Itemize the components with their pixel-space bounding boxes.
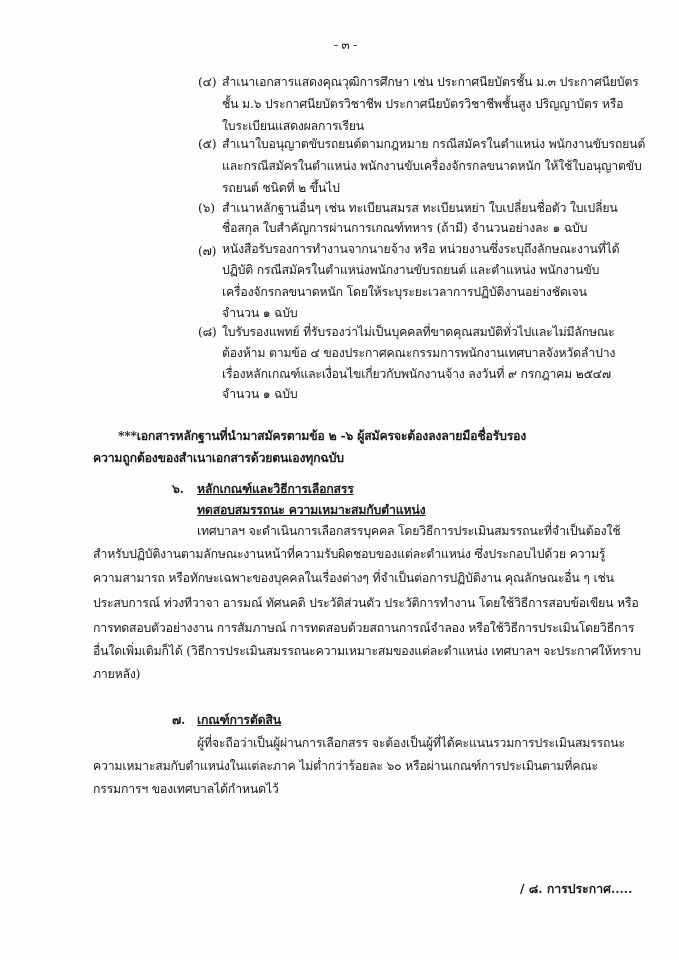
- item-6-number: (๖): [198, 201, 215, 215]
- item-6-line-1: สำเนาหลักฐานอื่นๆ เช่น ทะเบียนสมรส ทะเบียนหย่า ใบเปลี่ยนชื่อตัว ใบเปลี่ยน: [222, 201, 618, 215]
- section-7-line-2: ความเหมาะสมกับตำแหน่งในแต่ละภาค ไม่ต่ำกว่าร้อยละ ๖๐ หรือผ่านเกณฑ์การประเมินตามที่คณะ: [93, 759, 598, 773]
- item-7-line-1: หนังสือรับรองการทำงานจากนายจ้าง หรือ หน่วยงานซึ่งระบุถึงลักษณะงานที่ได้: [222, 242, 620, 256]
- item-8-line-1: ใบรับรองแพทย์ ที่รับรองว่าไม่เป็นบุคคลที่ขาดคุณสมบัติทั่วไปและไม่มีลักษณะ: [222, 325, 615, 339]
- page-continuation: / ๘. การประกาศ.....: [520, 881, 633, 896]
- item-4-line-1: สำเนาเอกสารแสดงคุณวุฒิการศึกษา เช่น ประกาศนียบัตรชั้น ม.๓ ประกาศนียบัตร: [222, 75, 639, 89]
- item-8-line-3: เรื่องหลักเกณฑ์และเงื่อนไขเกี่ยวกับพนักงานจ้าง ลงวันที่ ๙ กรกฎาคม ๒๕๔๗: [222, 367, 611, 381]
- section-6-line-4: ประสบการณ์ ท่วงทีวาจา อารมณ์ ทัศนคติ ประวัติส่วนตัว ประวัติการทำงาน โดยใช้วิธีการสอบข้อเขียน หรือ: [93, 596, 639, 610]
- page-number: - ๓ -: [334, 38, 357, 52]
- section-6-line-3: ความสามารถ หรือทักษะเฉพาะของบุคคลในเรื่องต่างๆ ที่จำเป็นต่อการปฏิบัติงาน คุณลักษณะอื่น ๆ เช่น: [93, 571, 614, 585]
- section-6-line-6: อื่นใดเพิ่มเติมก็ได้ (วิธีการประเมินสมรรถนะความเหมาะสมของแต่ละตำแหน่ง เทศบาลฯ จะประกาศให้ทราบ: [93, 644, 641, 658]
- section-6-line-2: สำหรับปฏิบัติงานตามลักษณะงานหน้าที่ความรับผิดชอบของแต่ละตำแหน่ง ซึ่งประกอบไปด้วย ความรู้: [93, 547, 606, 561]
- item-5-line-1: สำเนาใบอนุญาตขับรถยนต์ตามกฎหมาย กรณีสมัครในตำแหน่ง พนักงานขับรถยนต์: [222, 137, 646, 151]
- item-8-number: (๘): [198, 325, 217, 339]
- section-6-line-7: ภายหลัง): [93, 667, 141, 681]
- item-5-number: (๕): [198, 137, 217, 151]
- section-6-line-1: เทศบาลฯ จะดำเนินการเลือกสรรบุคคล โดยวิธีการประเมินสมรรถนะที่จำเป็นต้องใช้: [197, 524, 621, 538]
- item-8-line-2: ต้องห้าม ตามข้อ ๔ ของประกาศคณะกรรมการพนักงานเทศบาลจังหวัดลำปาง: [222, 346, 616, 360]
- section-6-title: หลักเกณฑ์และวิธีการเลือกสรร: [197, 481, 354, 496]
- note-line-2: ความถูกต้องของสำเนาเอกสารด้วยตนเองทุกฉบับ: [93, 450, 344, 465]
- item-4-line-3: ใบระเบียนแสดงผลการเรียน: [222, 119, 364, 133]
- note-line-1: ***เอกสารหลักฐานที่นำมาสมัครตามข้อ ๒ -๖ ผู้สมัครจะต้องลงลายมือชื่อรับรอง: [118, 428, 527, 443]
- section-7-line-3: กรรมการฯ ของเทศบาลได้กำหนดไว้: [93, 782, 279, 796]
- item-4-number: (๔): [198, 75, 217, 89]
- item-7-line-3: เครื่องจักรกลขนาดหนัก โดยให้ระบุระยะเวลาการปฏิบัติงานอย่างชัดเจน: [222, 285, 587, 299]
- item-8-line-4: จำนวน ๑ ฉบับ: [222, 387, 298, 401]
- item-7-line-2: ปฏิบัติ กรณีสมัครในตำแหน่งพนักงานขับรถยนต์ และตำแหน่ง พนักงานขับ: [222, 263, 600, 277]
- section-7-title: เกณฑ์การตัดสิน: [197, 712, 281, 727]
- item-7-line-4: จำนวน ๑ ฉบับ: [222, 306, 298, 320]
- item-5-line-3: รถยนต์ ชนิดที่ ๒ ขึ้นไป: [222, 181, 340, 195]
- section-7-number: ๗.: [172, 712, 186, 727]
- section-6-number: ๖.: [172, 481, 184, 496]
- item-5-line-2: และกรณีสมัครในตำแหน่ง พนักงานขับเครื่องจักรกลขนาดหนัก ให้ใช้ใบอนุญาตขับ: [222, 159, 642, 173]
- section-7-line-1: ผู้ที่จะถือว่าเป็นผู้ผ่านการเลือกสรร จะต้องเป็นผู้ที่ได้คะแนนรวมการประเมินสมรรถนะ: [197, 736, 625, 750]
- section-6-subtitle: ทดสอบสมรรถนะ ความเหมาะสมกับตำแหน่ง: [197, 502, 426, 517]
- item-4-line-2: ชั้น ม.๖ ประกาศนียบัตรวิชาชีพ ประกาศนียบัตรวิชาชีพชั้นสูง ปริญญาบัตร หรือ: [222, 97, 624, 111]
- item-6-line-2: ชื่อสกุล ใบสำคัญการผ่านการเกณฑ์ทหาร (ถ้ามี) จำนวนอย่างละ ๑ ฉบับ: [222, 221, 588, 235]
- section-6-line-5: การทดสอบตัวอย่างงาน การสัมภาษณ์ การทดสอบด้วยสถานการณ์จำลอง หรือใช้วิธีการประเมินโดยวิธีการ: [93, 621, 635, 635]
- item-7-number: (๗): [198, 244, 217, 258]
